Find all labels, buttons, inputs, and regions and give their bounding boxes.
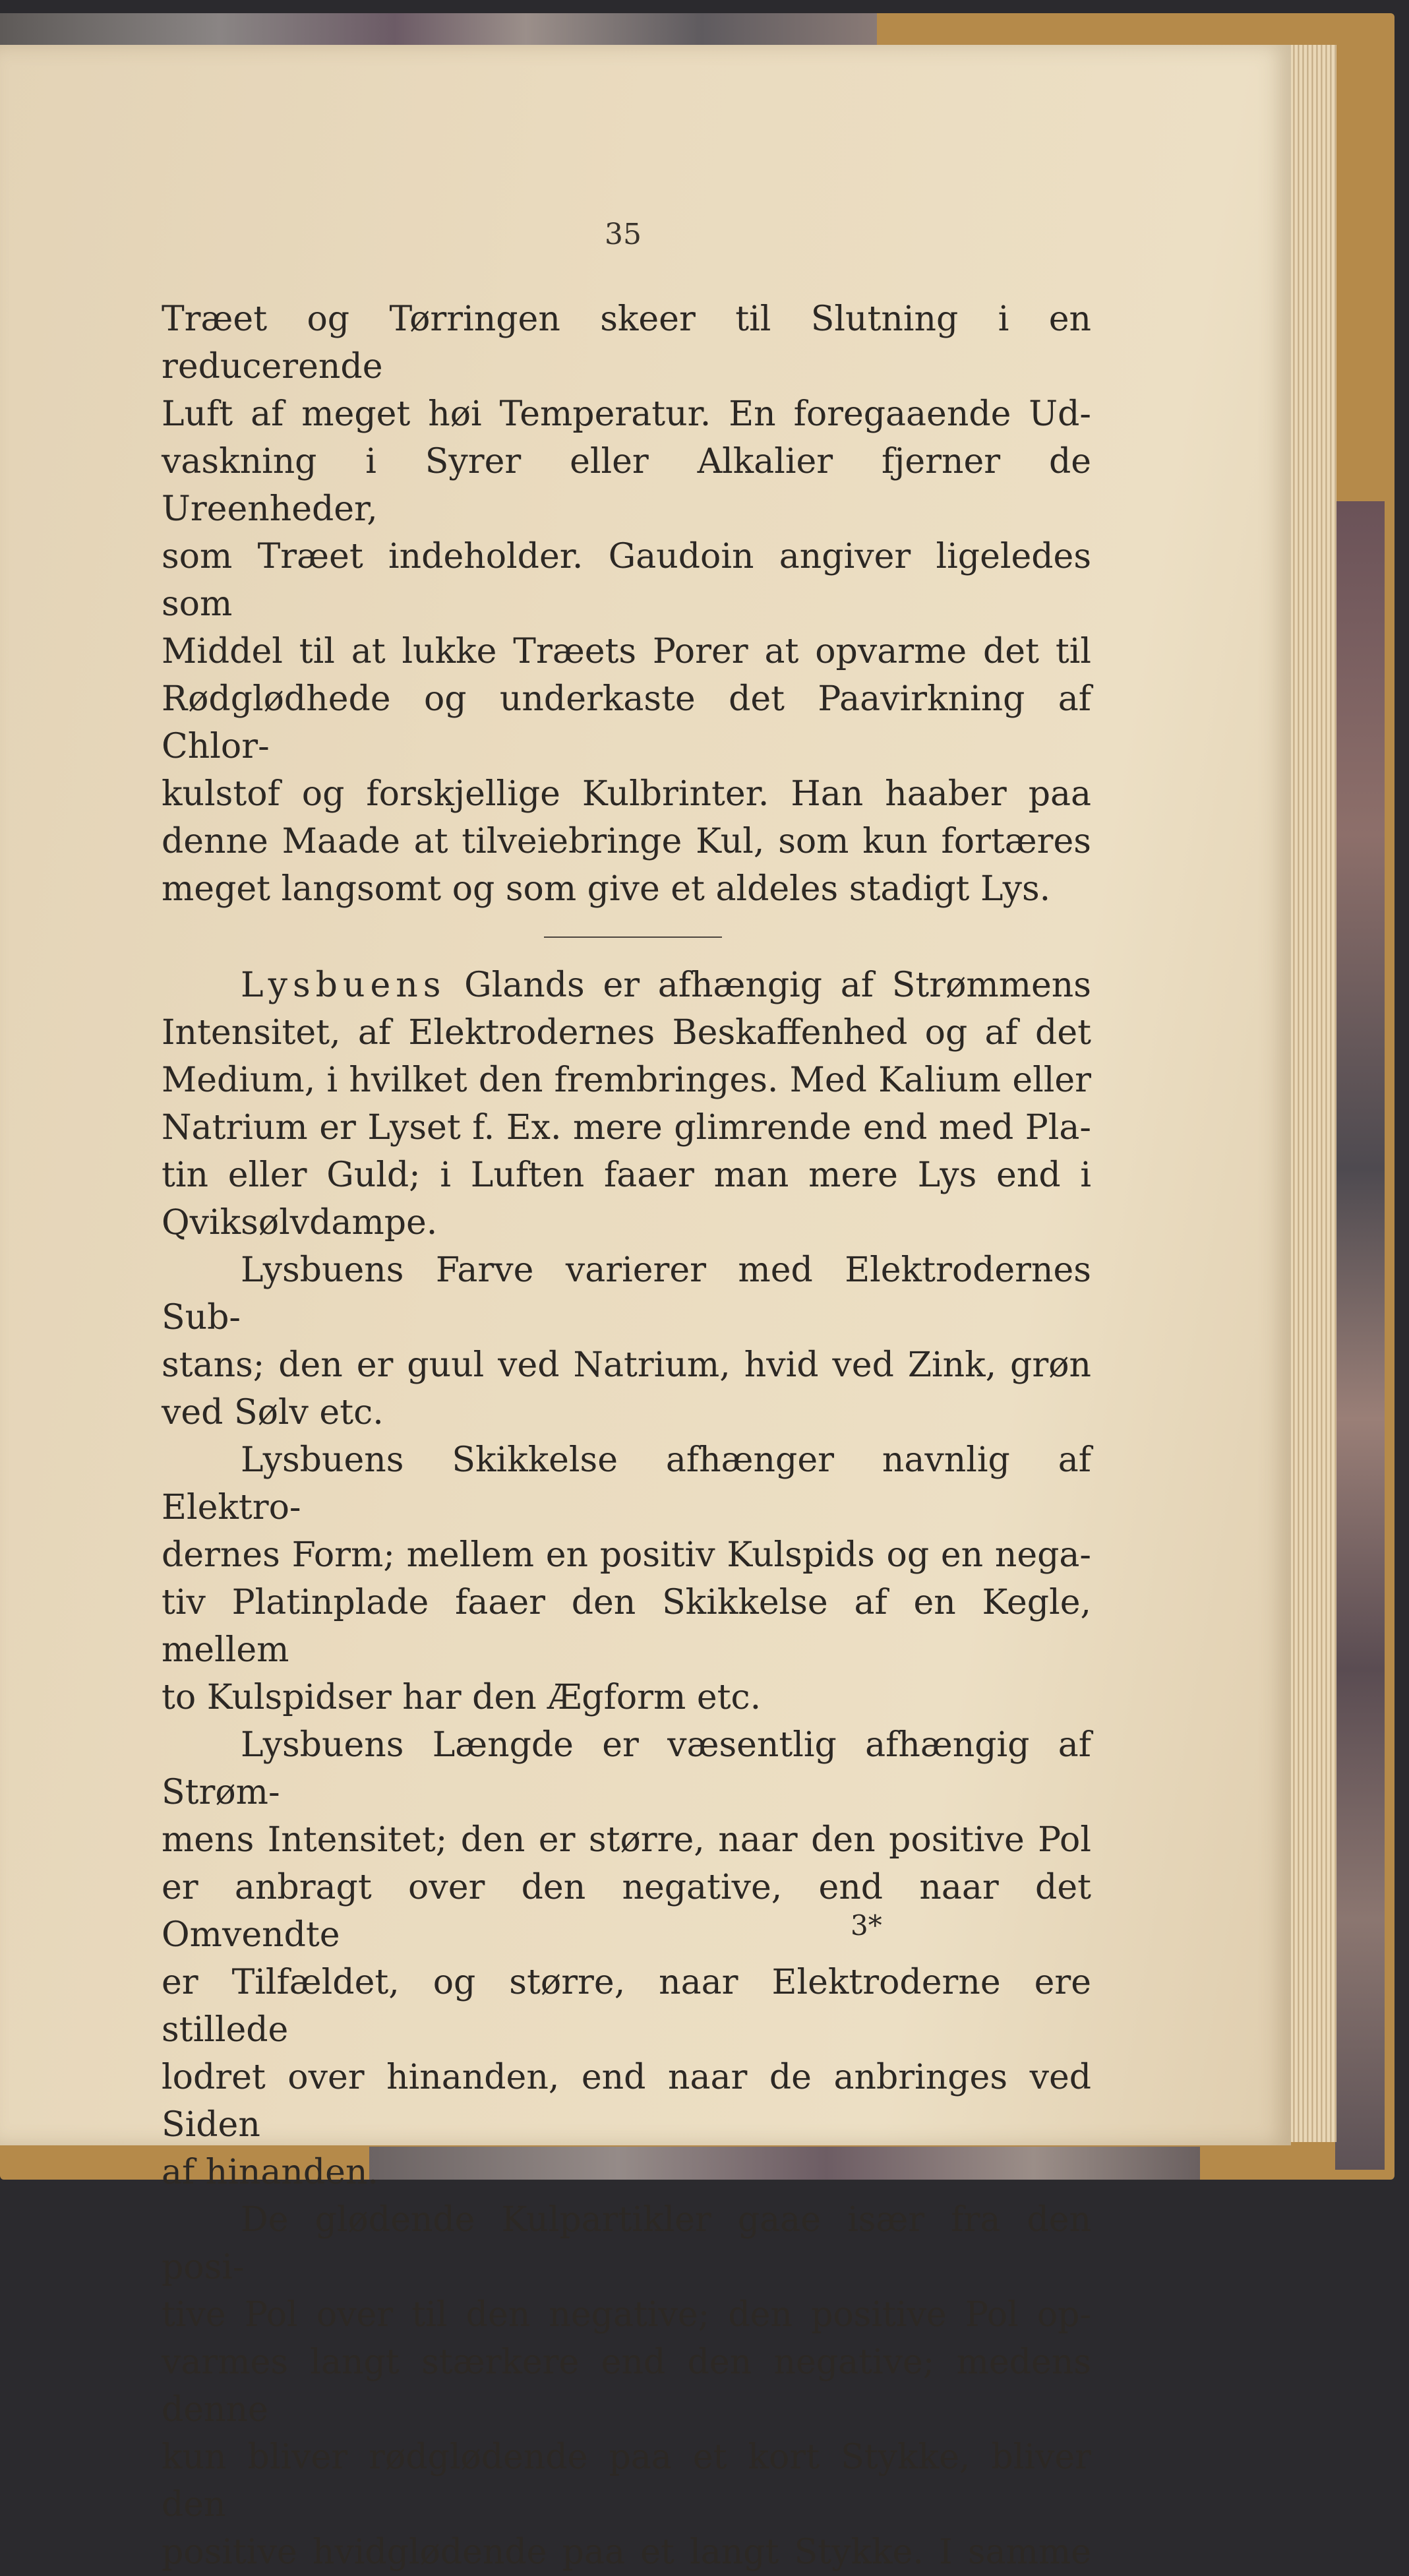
- text-line: lodret over hinanden, end naar de anbringes ved Siden: [162, 2058, 1091, 2145]
- text-line: to Kulspidser har den Ægform etc.: [162, 1678, 762, 1717]
- text-line: Natrium er Lyset f. Ex. mere glimrende end med Pla-: [162, 1108, 1091, 1148]
- page-edges: [1289, 45, 1336, 2142]
- text-line: Lysbuens Skikkelse afhænger navnlig af Elektro-: [162, 1440, 1091, 1527]
- text-line: er anbragt over den negative, end naar det Omvendte: [162, 1868, 1091, 1955]
- text-line: De glødende Kulpartikler gaae især fra den posi-: [162, 2200, 1091, 2287]
- text-line: Træet og Tørringen skeer til Slutning i en reducerende: [162, 299, 1091, 386]
- text-line: tive Pol over til den negative; den positive Pol op-: [162, 2295, 1091, 2335]
- text-line: Lysbuens Farve varierer med Elektrodernes Sub-: [162, 1250, 1091, 1337]
- paragraph-2: [162, 962, 1091, 1246]
- text-span: Glands er afhængig af Strømmens: [446, 966, 1091, 1005]
- text-line: af hinanden.: [162, 2153, 378, 2192]
- text-line: mens Intensitet; den er større, naar den positive Pol: [162, 1820, 1091, 1860]
- text-line: denne Maade at tilveiebringe Kul, som kun fortæres: [162, 822, 1091, 861]
- text-line: tin eller Guld; i Luften faaer man mere Lys end i: [162, 1155, 1091, 1195]
- text-line: er Tilfældet, og større, naar Elektroderne ere stillede: [162, 1963, 1091, 2050]
- text-line: ved Sølv etc.: [162, 1393, 384, 1432]
- text-line: Rødglødhede og underkaste det Paavirkning af Chlor-: [162, 679, 1091, 766]
- paragraph-4: [162, 1436, 1091, 1721]
- paragraph-3: [162, 1246, 1091, 1436]
- text-line: som Træet indeholder. Gaudoin angiver ligeledes som: [162, 537, 1091, 624]
- text-line: Intensitet, af Elektrodernes Beskaffenhed og af det: [162, 1013, 1091, 1053]
- text-line: Middel til at lukke Træets Porer at opvarme det til: [162, 632, 1091, 671]
- text-line: positive hvidglødende paa et langt Stykke. I samme: [162, 2532, 1091, 2572]
- text-line: Medium, i hvilket den frembringes. Med Kalium eller: [162, 1060, 1091, 1100]
- paragraph-1: [162, 295, 1091, 913]
- text-line: stans; den er guul ved Natrium, hvid ved Zink, grøn: [162, 1345, 1091, 1385]
- text-line: tiv Platinplade faaer den Skikkelse af en Kegle, mellem: [162, 1583, 1091, 1670]
- text-line: vaskning i Syrer eller Alkalier fjerner de Ureenheder,: [162, 442, 1091, 529]
- section-divider: [544, 936, 722, 938]
- text-line: meget langsomt og som give et aldeles stadigt Lys.: [162, 869, 1051, 909]
- text-line: kun bliver rødglødende paa et kort Stykke, bliver den: [162, 2438, 1091, 2525]
- text-line: [162, 962, 1091, 1009]
- text-line: kulstof og forskjellige Kulbrinter. Han haaber paa: [162, 774, 1091, 814]
- page-number: 35: [605, 218, 642, 251]
- text-line: Luft af meget høi Temperatur. En foregaaende Ud-: [162, 394, 1091, 434]
- text-line: dernes Form; mellem en positiv Kulspids og en nega-: [162, 1535, 1091, 1575]
- paragraph-6: [162, 2196, 1091, 2576]
- spaced-word: Lysbuens: [241, 966, 446, 1005]
- page-text: [162, 295, 1091, 2576]
- paragraph-5: [162, 1721, 1091, 2196]
- text-line: Lysbuens Længde er væsentlig afhængig af Strøm-: [162, 1725, 1091, 1812]
- text-line: varmes langt stærkere end den negative; medens denne: [162, 2343, 1091, 2430]
- signature-mark: 3*: [851, 1909, 882, 1942]
- marbled-cover-right: [1335, 501, 1385, 2170]
- text-line: Qviksølvdampe.: [162, 1203, 438, 1242]
